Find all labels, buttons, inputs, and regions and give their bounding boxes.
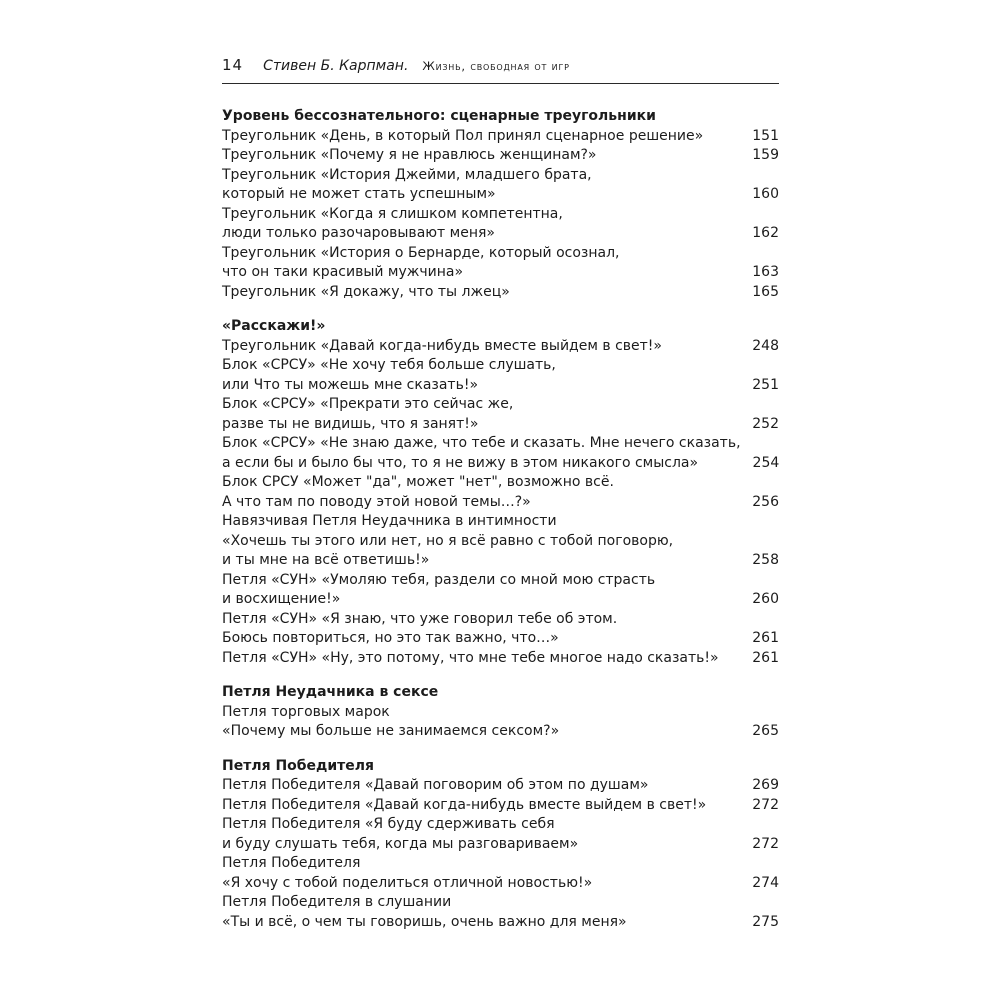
toc-entry: [222, 649, 779, 669]
entry-page-number: 261: [752, 630, 779, 646]
entry-line: «Хочешь ты этого или нет, но я всё равно с тобой поговорю,: [222, 532, 674, 549]
entry-page-number: 265: [752, 723, 779, 739]
entry-title: [222, 473, 614, 512]
toc-entry: [222, 893, 779, 932]
entry-page-number: 269: [752, 777, 779, 793]
entry-page-number: 261: [752, 649, 779, 666]
section-entries: [222, 127, 779, 303]
toc-entry: [222, 776, 779, 796]
entry-title: [222, 854, 592, 893]
toc-entry: [222, 796, 779, 816]
toc-entry: [222, 205, 779, 244]
entry-line: Боюсь повториться, но это так важно, что…»: [222, 630, 559, 646]
toc-entry: [222, 571, 779, 610]
entry-page-number: 256: [752, 493, 779, 510]
toc-entry: [222, 512, 779, 571]
entry-line: «Ты и всё, о чем ты говоришь, очень важно для меня»: [222, 913, 627, 930]
section-heading: «Расскажи!»: [222, 318, 326, 334]
toc-section: [222, 317, 779, 668]
running-header: [222, 56, 779, 84]
entry-title: [222, 244, 620, 283]
entry-title: [222, 610, 617, 649]
entry-page-number: 151: [752, 127, 779, 144]
entry-line: а если бы и было бы что, то я не вижу в этом никакого смысла»: [222, 454, 699, 471]
entry-title: [222, 434, 741, 473]
entry-line: Блок «СРСУ» «Прекрати это сейчас же,: [222, 396, 514, 412]
entry-page-number: 252: [752, 415, 779, 432]
header-page-number: 14: [222, 56, 244, 74]
entry-title: [222, 337, 662, 357]
entry-page-number: 163: [752, 264, 779, 280]
section-heading: Уровень бессознательного: сценарные треугольники: [222, 108, 656, 124]
toc-entry: [222, 146, 779, 166]
section-entries: [222, 776, 779, 932]
entry-line: Петля «СУН» «Умоляю тебя, раздели со мной мою страсть: [222, 571, 656, 588]
section-heading: Петля Неудачника в сексе: [222, 684, 439, 700]
toc-section: [222, 683, 779, 742]
entry-line: Треугольник «Я докажу, что ты лжец»: [222, 283, 510, 300]
entry-title: [222, 512, 673, 571]
entry-page-number: 254: [752, 454, 780, 471]
entry-title: [222, 893, 627, 932]
entry-title: [222, 127, 703, 147]
header-author: Стивен Б. Карпман.: [263, 58, 409, 74]
entry-page-number: 272: [752, 835, 779, 852]
entry-page-number: 160: [752, 186, 779, 202]
entry-line: Петля Победителя «Давай когда-нибудь вместе выйдем в свет!»: [222, 796, 707, 813]
entry-page-number: 275: [752, 913, 779, 930]
entry-line: Петля торговых марок: [222, 703, 390, 720]
entry-title: [222, 571, 655, 610]
entry-page-number: 260: [752, 591, 779, 607]
entry-line: Петля Победителя: [222, 855, 361, 871]
toc-entry: [222, 854, 779, 893]
toc-entry: [222, 244, 779, 283]
toc-entry: [222, 703, 779, 742]
entry-line: разве ты не видишь, что я занят!»: [222, 415, 479, 432]
section-heading: Петля Победителя: [222, 757, 375, 774]
entry-line: А что там по поводу этой новой темы…?»: [222, 493, 531, 510]
toc-entry: [222, 283, 779, 303]
page-content: [222, 56, 779, 932]
section-entries: [222, 337, 779, 669]
entry-line: Петля Победителя «Давай поговорим об этом по душам»: [222, 777, 649, 793]
entry-line: Навязчивая Петля Неудачника в интимности: [222, 513, 557, 529]
entry-page-number: 272: [752, 796, 779, 813]
entry-title: [222, 146, 597, 166]
entry-title: [222, 815, 578, 854]
toc-entry: [222, 815, 779, 854]
entry-page-number: 248: [752, 337, 779, 354]
entry-line: Треугольник «День, в который Пол принял сценарное решение»: [222, 127, 704, 144]
toc-section: [222, 757, 779, 933]
entry-line: люди только разочаровывают меня»: [222, 225, 495, 241]
toc-entry: [222, 127, 779, 147]
entry-title: [222, 356, 556, 395]
entry-line: который не может стать успешным»: [222, 186, 496, 202]
entry-title: [222, 703, 559, 742]
entry-line: Треугольник «История о Бернарде, который осознал,: [222, 244, 620, 261]
entry-page-number: 159: [752, 147, 779, 163]
entry-line: и ты мне на всё ответишь!»: [222, 552, 430, 568]
section-entries: [222, 703, 779, 742]
toc-entry: [222, 434, 779, 473]
entry-title: [222, 283, 510, 303]
entry-page-number: 251: [752, 376, 779, 393]
header-book-title: Жизнь, свободная от игр: [422, 59, 570, 73]
table-of-contents: [222, 84, 779, 932]
toc-entry: [222, 473, 779, 512]
entry-line: и буду слушать тебя, когда мы разговариваем»: [222, 835, 579, 852]
toc-entry: [222, 610, 779, 649]
entry-line: Треугольник «Когда я слишком компетентна,: [222, 205, 563, 222]
entry-line: «Я хочу с тобой поделиться отличной новостью!»: [222, 874, 593, 891]
entry-line: Блок «СРСУ» «Не хочу тебя больше слушать,: [222, 357, 556, 373]
entry-page-number: 274: [752, 874, 779, 891]
entry-line: Треугольник «История Джейми, младшего брата,: [222, 166, 592, 183]
toc-entry: [222, 337, 779, 357]
toc-entry: [222, 356, 779, 395]
entry-line: Петля Победителя «Я буду сдерживать себя: [222, 816, 555, 832]
entry-page-number: 165: [752, 283, 779, 300]
entry-line: Блок СРСУ «Может "да", может "нет", возможно всё.: [222, 474, 614, 490]
entry-title: [222, 395, 513, 434]
toc-entry: [222, 395, 779, 434]
entry-title: [222, 205, 563, 244]
entry-page-number: 258: [752, 552, 779, 568]
entry-line: и восхищение!»: [222, 591, 341, 607]
entry-line: Петля «СУН» «Ну, это потому, что мне тебе многое надо сказать!»: [222, 649, 719, 666]
toc-entry: [222, 166, 779, 205]
entry-line: что он таки красивый мужчина»: [222, 264, 464, 280]
entry-line: или Что ты можешь мне сказать!»: [222, 376, 479, 393]
entry-title: [222, 776, 648, 796]
entry-line: «Почему мы больше не занимаемся сексом?»: [222, 723, 560, 739]
entry-page-number: 162: [752, 225, 779, 241]
toc-section: [222, 107, 779, 302]
entry-line: Петля «СУН» «Я знаю, что уже говорил тебе об этом.: [222, 610, 618, 627]
entry-line: Петля Победителя в слушании: [222, 894, 452, 910]
entry-line: Треугольник «Давай когда-нибудь вместе выйдем в свет!»: [222, 337, 662, 354]
entry-line: Блок «СРСУ» «Не знаю даже, что тебе и сказать. Мне нечего сказать,: [222, 435, 741, 451]
entry-title: [222, 649, 719, 669]
entry-title: [222, 166, 592, 205]
entry-line: Треугольник «Почему я не нравлюсь женщинам?»: [222, 147, 597, 163]
entry-title: [222, 796, 706, 816]
